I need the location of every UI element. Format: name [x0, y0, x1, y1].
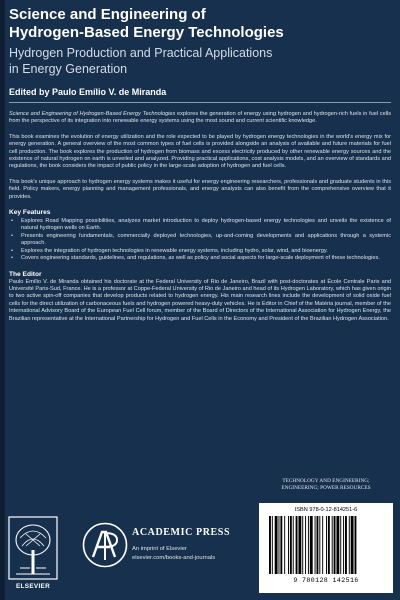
main-content — [9, 6, 391, 323]
isbn-text: ISBN 978-0-12-814251-6 — [294, 507, 358, 513]
subtitle-line-2: in Energy Generation — [9, 62, 128, 76]
key-features-heading: Key Features — [9, 209, 51, 217]
elsevier-tree-logo — [8, 516, 58, 592]
bullet-icon: • — [11, 247, 13, 254]
feature-text: Explores the integration of hydrogen technologies in renewable energy systems, including hydro, solar, wind, and bioenergy. — [21, 247, 328, 254]
elsevier-wordmark: ELSEVIER — [15, 583, 50, 590]
list-item — [9, 233, 391, 248]
feature-text: Explores Road Mapping possibilities, analyzes market introduction to deploy hydrogen-based energy technologies and unveils the existence of natural hydrogen wells on Earth. — [21, 218, 391, 232]
intro-lead: Science and Engineering of Hydrogen-Based Energy Technologies — [9, 111, 176, 117]
feature-text: Covers engineering standards, guidelines, and regulations, as well as policy and social aspects for large-scale deployment of these technologies. — [21, 255, 380, 262]
audience-paragraph: This book's unique approach to hydrogen energy systems makes it useful for energy engineering researchers, professionals and graduate students in this field. Policy makers, energy planning and management professionals, and energy analysts can also benefit from the comprehensive overview that it provides. — [9, 178, 391, 200]
subject-line-1: TECHNOLOGY AND ENGINEERING; — [282, 478, 370, 484]
feature-text: Presents engineering fundamentals, commercially deployed technologies, up-and-coming developments and applications through a systemic approach. — [21, 232, 391, 247]
bullet-icon: • — [11, 232, 13, 239]
editor-credit: Edited by Paulo Emílio V. de Miranda — [9, 87, 167, 97]
subtitle-line-1: Hydrogen Production and Practical Applications — [9, 46, 273, 60]
intro-paragraph — [9, 111, 391, 126]
bullet-icon: • — [11, 218, 13, 225]
list-item — [9, 255, 391, 262]
bullet-icon: • — [11, 255, 13, 262]
editor-heading: The Editor — [9, 270, 42, 278]
publisher-imprint: An imprint of Elsevier — [132, 546, 187, 552]
list-item — [9, 218, 391, 233]
spine-edge — [0, 0, 5, 600]
divider — [9, 102, 391, 103]
subject-line-2: ENGINEERING; POWER RESOURCES — [281, 485, 371, 491]
subject-classification — [256, 478, 396, 492]
barcode-number: 9 780128 142516 — [293, 577, 359, 584]
list-item — [9, 248, 391, 255]
intro-rest: explores the generation of energy using hydrogen and hydrogen-rich fuels in fuel cells from the perspective of its integration into renewable energy systems using the most sound and current scientific knowledge. — [9, 111, 391, 125]
publisher-url: elsevier.com/books-and-journals — [132, 555, 216, 561]
publisher-name: ACADEMIC PRESS — [132, 527, 231, 538]
title-line-2: Hydrogen-Based Energy Technologies — [9, 24, 284, 41]
barcode-panel — [259, 503, 393, 593]
editor-bio: Paulo Emílio V. de Miranda obtained his doctorate at the Federal University of Rio de Janeiro, Brazil with post-doctorates at École Centrale Paris and Université Paris-Sud, France. He is a professor at Coppe-Federal University of Rio de Janeiro and head of its Hydrogen Laboratory, which has given origin to two active spin-off companies that develop products related to hydrogen energy. His main research lines include the development of solid oxide fuel cells for the direct utilization of carbonaceous fuels and hydrogen powered heavy-duty vehicles. He is Editor in Chief of the Matéria journal, member of the International Advisory Board of the European Fuel Cell forum, member of the Board of Directors of the International Association for Hydrogen Energy, the Brazilian representative at the International Partnership for Hydrogen and Fuel Cells in the Economy and President of the Brazilian Hydrogen Association. — [9, 278, 392, 322]
overview-paragraph: This book examines the evolution of energy utilization and the role expected to be played by hydrogen energy technologies in the world's energy mix for energy generation. A general overview of the most common types of fuel cells is provided alongside an analysis of available and future materials for fuel cell production. The book explores the production of hydrogen from biomass and excess electricity produced by other renewable energy sources and the existence of natural hydrogen on earth is unveiled and analyzed. Providing practical applications, cost analysis models, and an overview of standards and regulations, the book considers the impact of public policy in the large-scale adoption of hydrogen and fuel cells. — [9, 133, 391, 170]
title-line-1: Science and Engineering of — [9, 6, 206, 23]
book-subtitle — [9, 45, 391, 77]
book-title — [9, 6, 391, 42]
barcode-icon — [267, 516, 385, 574]
key-features-list — [9, 218, 391, 262]
academic-press-logo — [82, 522, 128, 568]
